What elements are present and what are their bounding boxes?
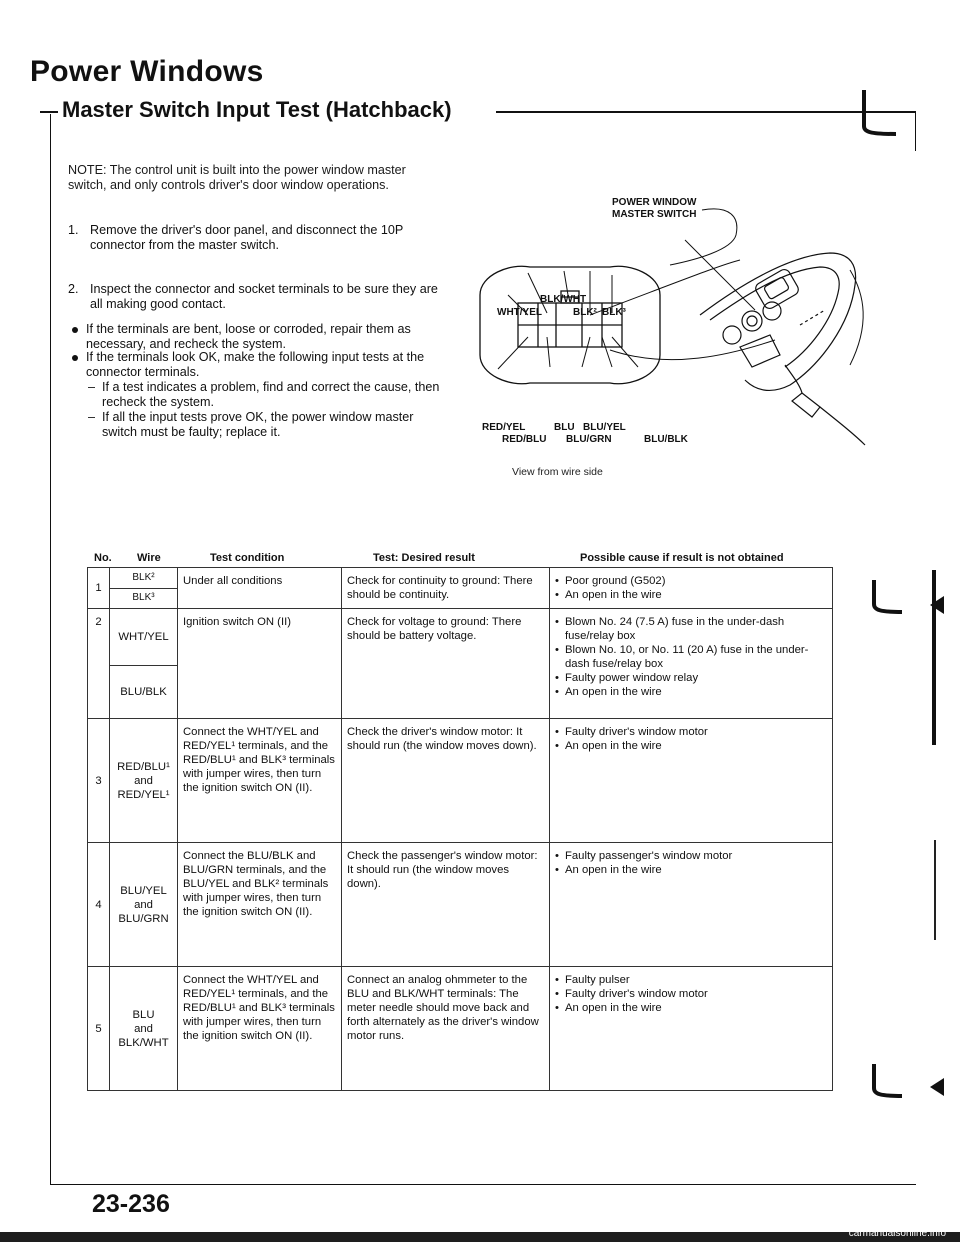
dash-text: If all the input tests prove OK, the power window master switch must be faulty; replace it. [102,410,414,439]
step-1-text: Remove the driver's door panel, and disconnect the 10P connector from the master switch. [90,223,404,252]
table-row [88,609,833,666]
col-header-cause: Possible cause if result is not obtained [580,552,784,564]
col-header-wire: Wire [137,552,161,564]
diagram-caption: View from wire side [512,466,603,478]
cause-item: • Blown No. 10, or No. 11 (20 A) fuse in the under-dash fuse/relay box [555,643,827,671]
master-switch-illustration [700,253,865,445]
row-wire [110,719,178,843]
switch-label-line1: POWER WINDOW [612,197,697,208]
connector-10p [480,266,660,384]
cause-item: • Faulty power window relay [555,671,827,685]
row-result: Check for voltage to ground: There should be battery voltage. [342,609,550,719]
col-header-condition: Test condition [210,552,285,564]
pin-label-red-yel: RED/YEL [482,422,526,433]
wire-and: and [134,898,153,911]
section-subtitle: Master Switch Input Test (Hatchback) [62,97,452,122]
cause-item: • Poor ground (G502) [555,574,827,588]
cause-item: • An open in the wire [555,1001,827,1015]
dash-text: If a test indicates a problem, find and correct the cause, then recheck the system. [102,380,440,409]
row-causes [550,719,833,843]
row-causes [550,843,833,967]
row-wire: BLU/BLK [110,666,178,719]
cause-item: • Faulty pulser [555,973,827,987]
row-causes [550,609,833,719]
row-wire [110,843,178,967]
row-wire: BLK² [110,568,178,589]
pin-label-wht-yel: WHT/YEL [497,307,542,318]
row-wire: BLK³ [110,588,178,609]
cause-item: • Faulty passenger's window motor [555,849,827,863]
wire-and: and [134,1022,153,1035]
pin-label-blk-wht: BLK/WHT [540,294,587,305]
note-paragraph: NOTE: The control unit is built into the power window master switch, and only controls driver's door window operations. [68,163,406,192]
row-condition: Connect the WHT/YEL and RED/YEL¹ terminals, and the RED/BLU¹ and BLK³ terminals with jumper wires, then turn the ignition switch ON (II). [178,719,342,843]
corner-marker-icon [870,1062,906,1102]
input-test-table [87,567,833,1091]
wire-name: RED/YEL¹ [117,788,170,801]
frame-bottom-line [50,1184,916,1185]
row-number: 1 [88,568,110,609]
corner-marker-icon [860,88,900,138]
arrow-left-icon [920,1072,950,1102]
bullet-text: If the terminals look OK, make the following input tests at the connector terminals. [86,350,425,379]
step-1-number: 1. [68,223,79,237]
row-condition: Ignition switch ON (II) [178,609,342,719]
row-result: Check the passenger's window motor: It should run (the window moves down). [342,843,550,967]
col-header-no: No. [94,552,112,564]
wire-name: BLU/YEL [120,884,167,897]
row-wire [110,967,178,1091]
row-causes [550,568,833,609]
page-number: 23-236 [92,1190,170,1218]
bullet-dot-icon [72,355,78,361]
subtitle-rule-left [40,111,58,113]
cause-item: • An open in the wire [555,588,827,602]
row-condition: Under all conditions [178,568,342,609]
row-condition: Connect the WHT/YEL and RED/YEL¹ terminals, and the RED/BLU¹ and BLK³ terminals with jumper wires, then turn the ignition switch ON (II). [178,967,342,1091]
table-row [88,719,833,843]
step-2-number: 2. [68,282,79,296]
row-number: 3 [88,719,110,843]
wire-name: BLU [132,1008,155,1021]
row-causes [550,967,833,1091]
row-result: Check for continuity to ground: There should be continuity. [342,568,550,609]
wire-name: BLU/GRN [118,912,169,925]
switch-label-line2: MASTER SWITCH [612,209,697,220]
table-row [88,843,833,967]
cause-item: • An open in the wire [555,739,827,753]
row-wire: WHT/YEL [110,609,178,666]
row-number: 2 [88,609,110,719]
row-number: 5 [88,967,110,1091]
arrow-left-icon [920,590,950,620]
watermark: carmanualsonline.info [848,1228,946,1239]
dash-marker: – [88,380,96,394]
step-2-text: Inspect the connector and socket terminals to be sure they are all making good contact. [90,282,438,311]
subtitle-rule-right [496,111,916,113]
wire-name: RED/BLU¹ [117,760,170,773]
cause-item: • Blown No. 24 (7.5 A) fuse in the under-dash fuse/relay box [555,615,827,643]
cause-item: • An open in the wire [555,685,827,699]
row-result: Check the driver's window motor: It should run (the window moves down). [342,719,550,843]
margin-tick-icon [925,840,945,950]
pin-label-blu-grn: BLU/GRN [566,434,612,445]
cause-item: • Faulty driver's window motor [555,987,827,1001]
corner-marker-icon [870,578,906,618]
page-title: Power Windows [30,55,264,88]
pin-label-blu: BLU [554,422,575,433]
row-condition: Connect the BLU/BLK and BLU/GRN terminals, and the BLU/YEL and BLK² terminals with jumper wires, then turn the ignition switch ON (II). [178,843,342,967]
bullet-dot-icon [72,327,78,333]
table-row [88,967,833,1091]
bottom-scan-bar [0,1232,960,1242]
cause-item: • Faulty driver's window motor [555,725,827,739]
row-result: Connect an analog ohmmeter to the BLU and BLK/WHT terminals: The meter needle should move back and forth alternately as the driver's window motor runs. [342,967,550,1091]
wire-name: BLK/WHT [118,1036,169,1049]
col-header-result: Test: Desired result [373,552,475,564]
bullet-text: If the terminals are bent, loose or corroded, repair them as necessary, and recheck the system. [86,322,411,351]
cause-item: • An open in the wire [555,863,827,877]
pin-label-blk2: BLK² [573,307,597,318]
table-row [88,568,833,589]
pin-label-blk3: BLK³ [602,307,626,318]
pin-label-blu-yel: BLU/YEL [583,422,626,433]
row-number: 4 [88,843,110,967]
dash-marker: – [88,410,96,424]
frame-left-line [50,114,51,1184]
pin-label-blu-blk: BLU/BLK [644,434,688,445]
frame-right-line [915,111,916,151]
wire-and: and [134,774,153,787]
pin-label-red-blu: RED/BLU [502,434,547,445]
pin-leaders [498,271,638,369]
